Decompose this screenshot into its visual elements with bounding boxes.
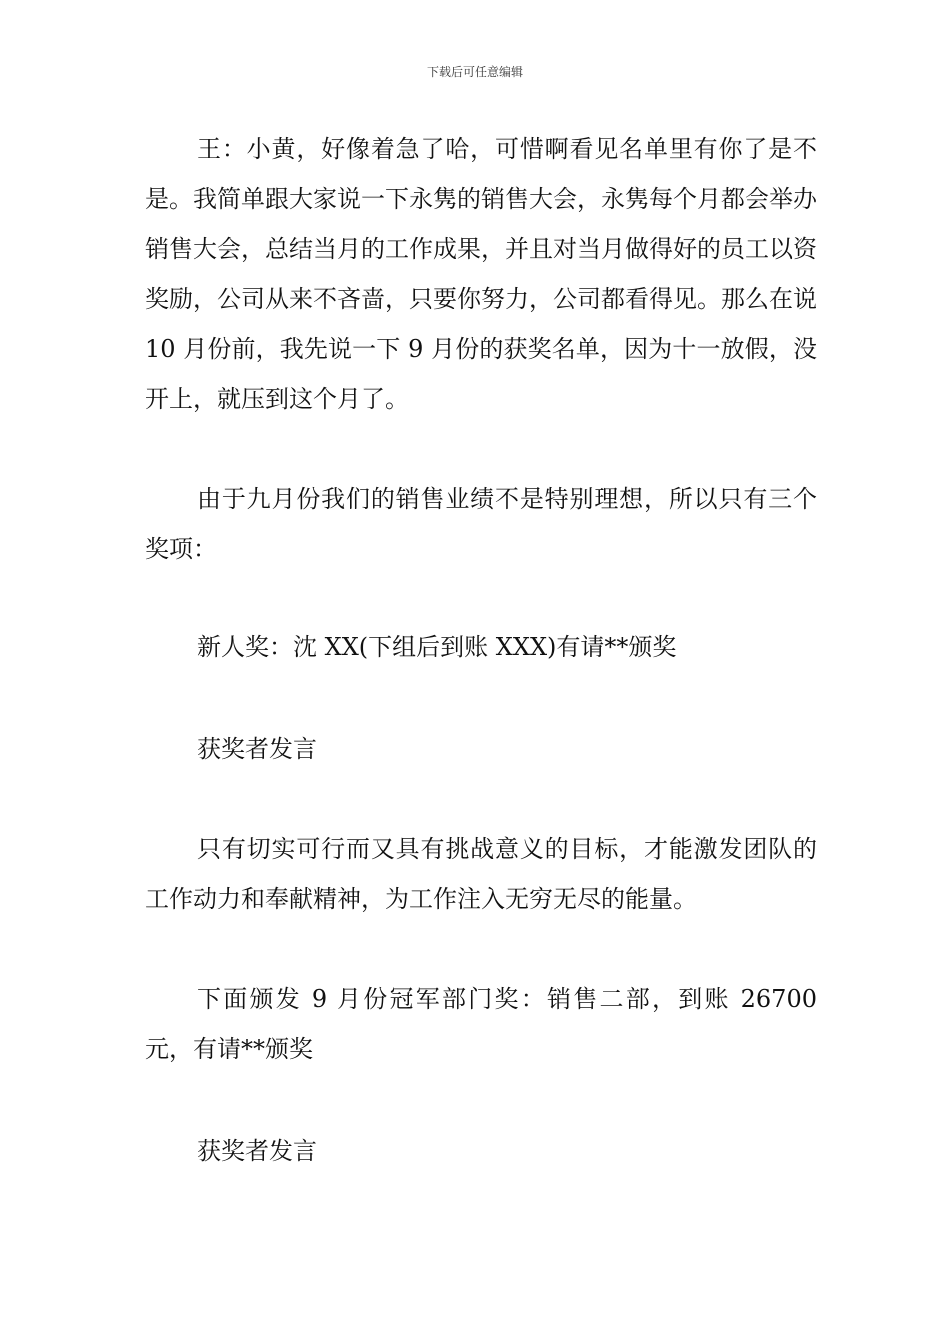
page-header: 下载后可任意编辑 [426, 65, 523, 79]
paragraph-champion-department-award: 下面颁发 9 月份冠军部门奖：销售二部，到账 26700 元，有请**颁奖 [145, 985, 817, 1063]
paragraph-newcomer-award: 新人奖：沈 XX(下组后到账 XXX)有请**颁奖 [197, 633, 677, 661]
paragraph-awards-intro: 由于九月份我们的销售业绩不是特别理想，所以只有三个奖项： [145, 485, 817, 563]
paragraph-winner-speech-2: 获奖者发言 [197, 1137, 317, 1165]
paragraph-goal-quote: 只有切实可行而又具有挑战意义的目标，才能激发团队的工作动力和奉献精神，为工作注入无穷无尽的能量。 [145, 835, 817, 913]
document-body [145, 124, 817, 1176]
paragraph-winner-speech: 获奖者发言 [197, 735, 317, 763]
paragraph-intro: 王：小黄，好像着急了哈，可惜啊看见名单里有你了是不是。我简单跟大家说一下永隽的销售大会，永隽每个月都会举办销售大会，总结当月的工作成果，并且对当月做得好的员工以资奖励，公司从来不吝啬，只要你努力，公司都看得见。那么在说 10 月份前，我先说一下 9 月份的获奖名单，因为十一放假，没开上，就压到这个月了。 [145, 135, 817, 413]
